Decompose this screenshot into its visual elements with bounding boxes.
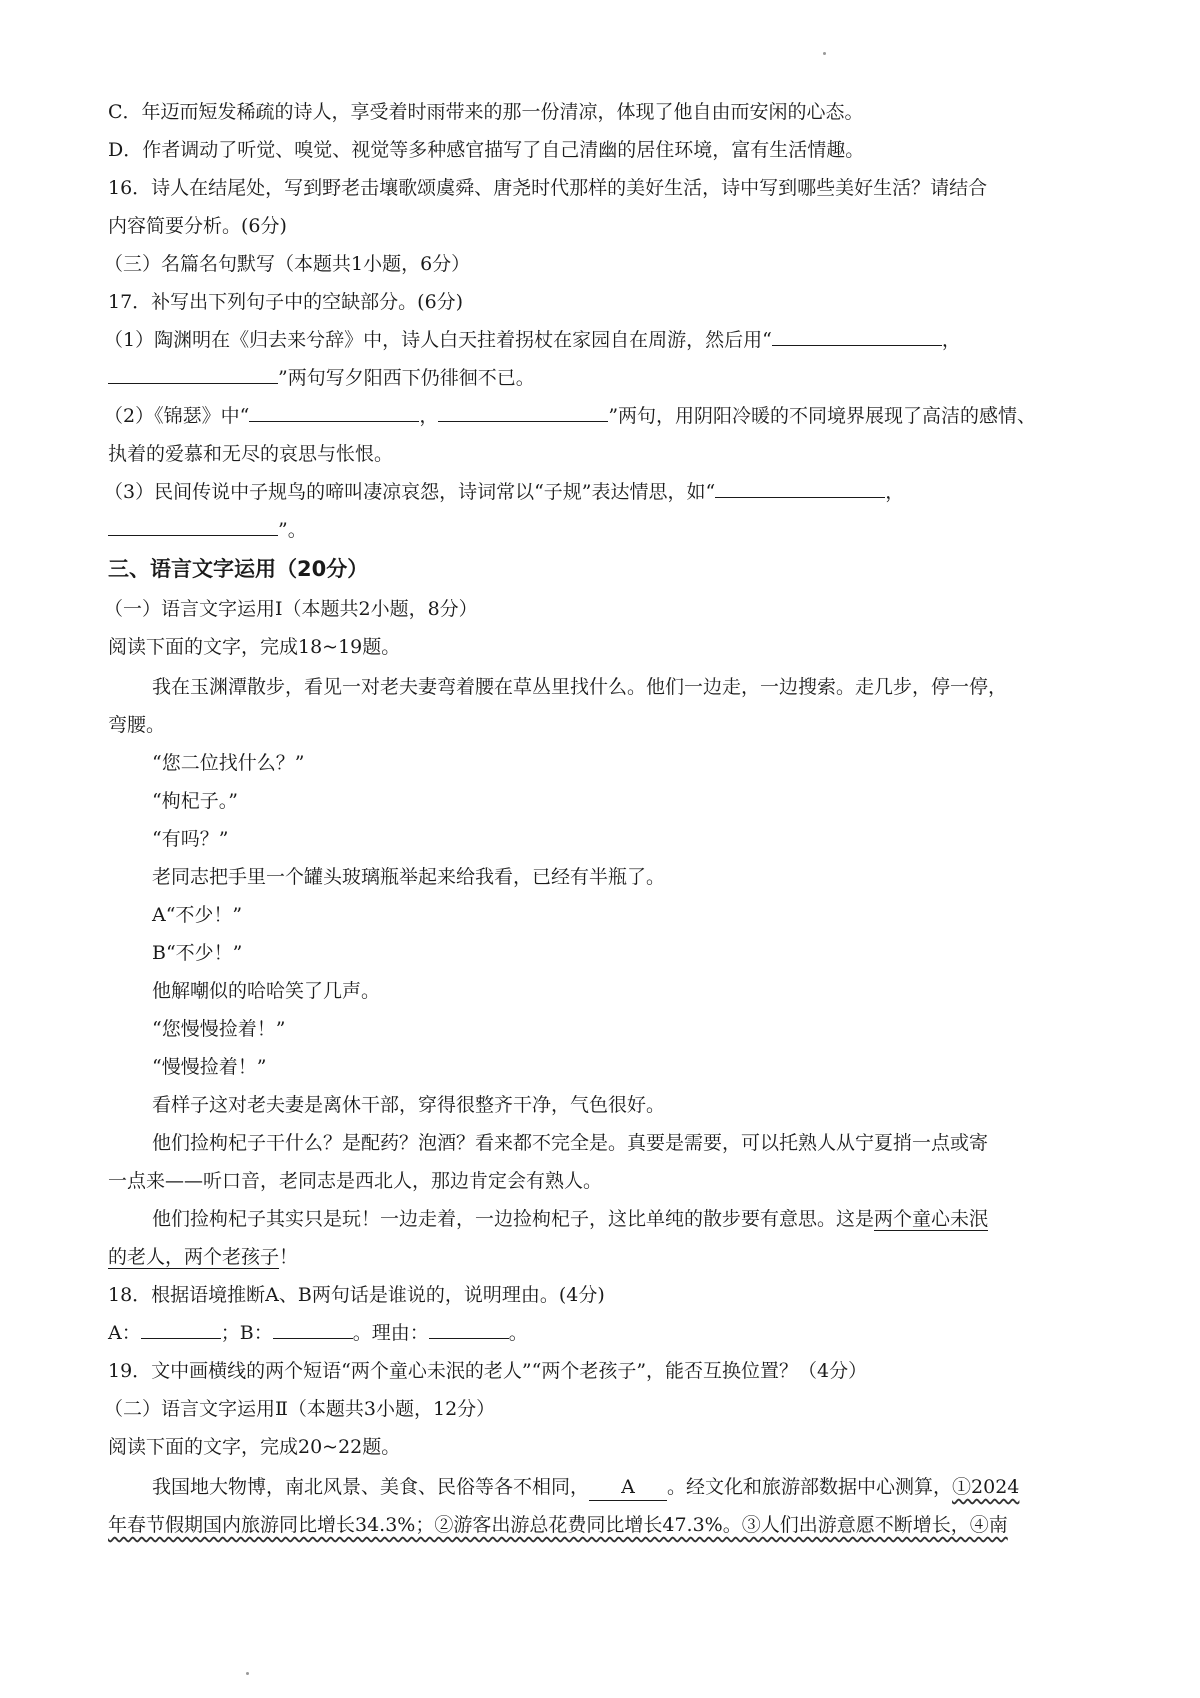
passage-line: “有吗？” <box>152 828 229 850</box>
passage-line: 老同志把手里一个罐头玻璃瓶举起来给我看，已经有半瓶了。 <box>152 866 666 888</box>
option-c: C．年迈而短发稀疏的诗人，享受着时雨带来的那一份清凉，体现了他自由而安闲的心态。 <box>108 101 864 123</box>
question-16-cont: 内容简要分析。(6分) <box>108 215 287 237</box>
passage-line: 弯腰。 <box>108 714 166 736</box>
passage-line: “您二位找什么？” <box>152 752 305 774</box>
passage-line: “慢慢捡着！” <box>152 1056 267 1078</box>
passage-line: 他们捡枸杞子其实只是玩！一边走着，一边捡枸杞子，这比单纯的散步要有意思。这是两个童心未泯 <box>152 1208 989 1230</box>
section-3-header: （三）名篇名句默写（本题共1小题，6分） <box>104 253 471 275</box>
answer-blank[interactable] <box>249 403 419 422</box>
underlined-phrase: 两个童心未泯 <box>874 1208 989 1230</box>
passage-line: 他们捡枸杞子干什么？是配药？泡酒？看来都不完全是。真要是需要，可以托熟人从宁夏捎一点或寄 <box>152 1132 989 1154</box>
answer-blank[interactable] <box>108 365 278 384</box>
passage-line: B“不少！” <box>152 942 243 964</box>
section-3-title: 三、语言文字运用（20分） <box>108 557 369 581</box>
question-18: 18．根据语境推断A、B两句话是谁说的，说明理由。(4分) <box>108 1284 605 1306</box>
option-d: D．作者调动了听觉、嗅觉、视觉等多种感官描写了自己清幽的居住环境，富有生活情趣。 <box>108 139 865 161</box>
wavy-underlined-text: ①2024 <box>952 1476 1020 1498</box>
subsection-3-2: （二）语言文字运用Ⅱ（本题共3小题，12分） <box>104 1398 496 1420</box>
answer-blank[interactable] <box>715 479 885 498</box>
q17-2-cont: 执着的爱慕和无尽的哀思与怅恨。 <box>108 443 394 465</box>
wavy-underlined-text: 年春节假期国内旅游同比增长34.3%；②游客出游总花费同比增长47.3%。③人们出游意愿不断增长，④南 <box>108 1514 1008 1536</box>
reading-instruction-1: 阅读下面的文字，完成18~19题。 <box>108 636 401 658</box>
passage-line: 一点来——听口音，老同志是西北人，那边肯定会有熟人。 <box>108 1170 603 1192</box>
passage-2-line: 我国地大物博，南北风景、美食、民俗等各不相同， A 。经文化和旅游部数据中心测算，①2024 <box>152 1474 1019 1501</box>
blank-a[interactable]: A <box>589 1474 667 1501</box>
passage-line: 我在玉渊潭散步，看见一对老夫妻弯着腰在草丛里找什么。他们一边走，一边搜索。走几步，停一停， <box>152 676 1008 698</box>
q17-3-cont: ”。 <box>108 517 307 543</box>
question-19: 19．文中画横线的两个短语“两个童心未泯的老人”“两个老孩子”，能否互换位置？（4分） <box>108 1360 868 1382</box>
passage-line: “枸杞子。” <box>152 790 238 812</box>
passage-line: 的老人，两个老孩子！ <box>108 1246 299 1268</box>
q17-3: （3）民间传说中子规鸟的啼叫凄凉哀怨，诗词常以“子规”表达情思，如“ ， <box>104 481 905 503</box>
answer-blank[interactable] <box>772 327 942 346</box>
question-16: 16．诗人在结尾处，写到野老击壤歌颂虞舜、唐尧时代那样的美好生活，诗中写到哪些美好生活？请结合 <box>108 177 988 199</box>
question-18-fill: A： ；B： 。理由： 。 <box>108 1322 528 1344</box>
passage-line: A“不少！” <box>152 904 243 926</box>
answer-blank[interactable] <box>141 1320 221 1339</box>
passage-line: 他解嘲似的哈哈笑了几声。 <box>152 980 381 1002</box>
answer-blank[interactable] <box>108 517 278 536</box>
passage-2-line <box>108 1512 1008 1538</box>
q17-2: （2）《锦瑟》中“ ， ”两句，用阴阳冷暖的不同境界展现了高洁的感情、 <box>104 405 1037 427</box>
question-17: 17．补写出下列句子中的空缺部分。(6分) <box>108 291 464 313</box>
reading-instruction-2: 阅读下面的文字，完成20~22题。 <box>108 1436 401 1458</box>
underlined-phrase: 的老人，两个老孩子 <box>108 1246 280 1268</box>
q17-1-cont: ”两句写夕阳西下仍徘徊不已。 <box>108 365 535 391</box>
passage-line: “您慢慢捡着！” <box>152 1018 286 1040</box>
q17-1: （1）陶渊明在《归去来兮辞》中，诗人白天拄着拐杖在家园自在周游，然后用“ ， <box>104 329 961 351</box>
scan-speck <box>823 52 826 55</box>
subsection-3-1: （一）语言文字运用Ⅰ（本题共2小题，8分） <box>104 598 478 620</box>
answer-blank[interactable] <box>273 1320 353 1339</box>
answer-blank[interactable] <box>438 403 608 422</box>
answer-blank[interactable] <box>429 1320 509 1339</box>
passage-line: 看样子这对老夫妻是离休干部，穿得很整齐干净，气色很好。 <box>152 1094 666 1116</box>
scan-speck <box>246 1672 249 1675</box>
